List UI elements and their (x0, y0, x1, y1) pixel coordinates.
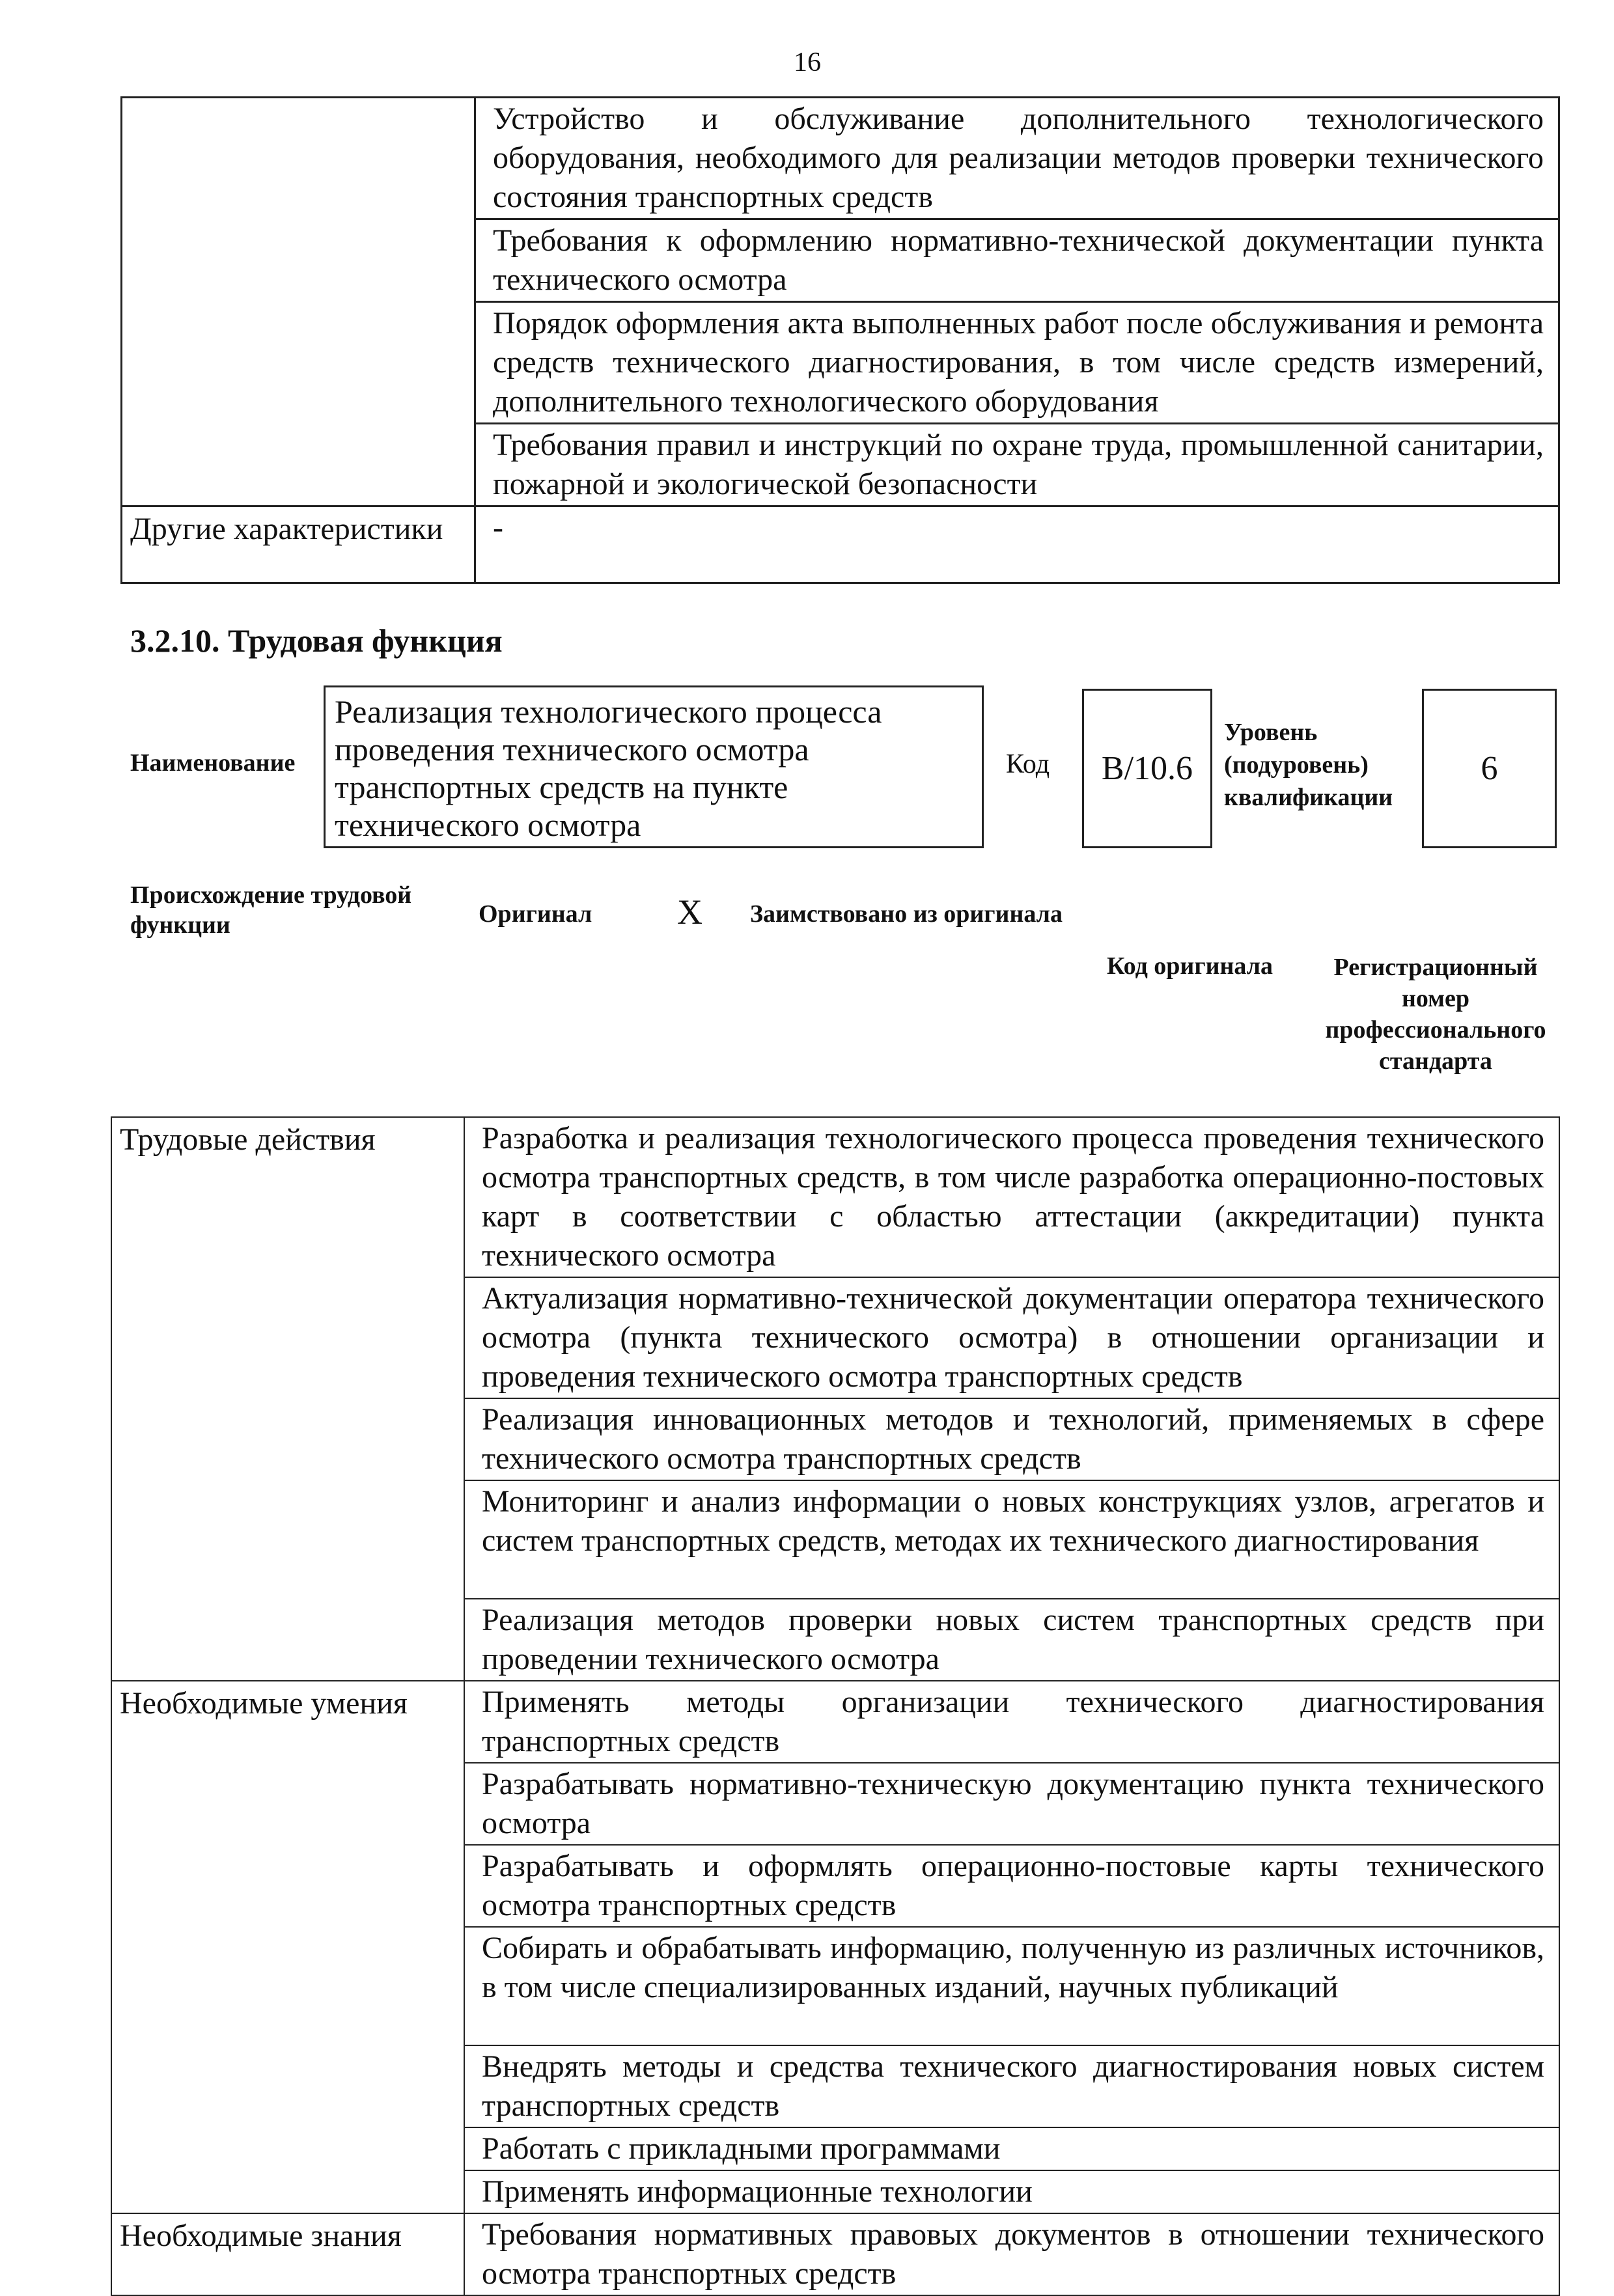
table-cell: Применять информационные технологии (464, 2170, 1559, 2213)
table-label-cell: Необходимые умения (111, 1681, 464, 2213)
table-cell: Требования правил и инструкций по охране труда, промышленной санитарии, пожарной и экологической безопасности (475, 424, 1559, 506)
function-code-box: B/10.6 (1082, 689, 1212, 848)
table-cell: Требования нормативных правовых документов в отношении технического осмотра транспортных средств (464, 2213, 1559, 2295)
table-cell: Применять методы организации технического диагностирования транспортных средств (464, 1681, 1559, 1763)
table-cell: Реализация инновационных методов и технологий, применяемых в сфере технического осмотра транспортных средств (464, 1398, 1559, 1480)
table-cell: Разработка и реализация технологического процесса проведения технического осмотра транспортных средств, в том числе разработка операционно-постовых карт в соответствии с областью аттестации (аккредитации) пункта технического осмотра (464, 1117, 1559, 1277)
level-value-box: 6 (1422, 689, 1557, 848)
original-mark: X (677, 892, 703, 932)
labor-function-table (111, 1116, 1560, 2296)
table-label-cell: Необходимые знания (111, 2213, 464, 2295)
knowledge-table-continued (120, 96, 1560, 584)
table-cell: Актуализация нормативно-технической документации оператора технического осмотра (пункта технического осмотра) в отношении организации и проведения технического осмотра транспортных средств (464, 1277, 1559, 1398)
table-cell: Требования к оформлению нормативно-технической документации пункта технического осмотра (475, 219, 1559, 302)
table-cell: Работать с прикладными программами (464, 2127, 1559, 2170)
table-cell: Устройство и обслуживание дополнительного технологического оборудования, необходимого для реализации методов проверки технического состояния транспортных средств (475, 98, 1559, 219)
table-cell: Разрабатывать нормативно-техническую документацию пункта технического осмотра (464, 1763, 1559, 1845)
table-cell: Собирать и обрабатывать информацию, полученную из различных источников, в том числе специализированных изданий, научных публикаций (464, 1927, 1559, 2045)
original-label: Оригинал (479, 900, 592, 928)
code-label: Код (1006, 749, 1050, 779)
table-cell: Порядок оформления акта выполненных работ после обслуживания и ремонта средств технического диагностирования, в том числе средств измерений, дополнительного технологического оборудования (475, 302, 1559, 424)
table-label-cell: Трудовые действия (111, 1117, 464, 1681)
table-cell: Внедрять методы и средства технического диагностирования новых систем транспортных средств (464, 2045, 1559, 2127)
function-name-box: Реализация технологического процесса проведения технического осмотра транспортных средств на пункте технического осмотра (324, 685, 984, 848)
table-cell: Разрабатывать и оформлять операционно-постовые карты технического осмотра транспортных средств (464, 1845, 1559, 1927)
section-heading: 3.2.10. Трудовая функция (130, 622, 503, 659)
reg-number-label: Регистрационный номер профессионального стандарта (1325, 954, 1546, 1075)
table-cell: Мониторинг и анализ информации о новых конструкциях узлов, агрегатов и систем транспортных средств, методах их технического диагностирования (464, 1480, 1559, 1599)
table-cell: Реализация методов проверки новых систем транспортных средств при проведении технического осмотра (464, 1599, 1559, 1681)
table-label-cell (122, 98, 475, 506)
origin-label: Происхождение трудовой функции (130, 881, 412, 939)
table-label-cell: Другие характеристики (122, 506, 475, 583)
original-code-label: Код оригинала (1107, 952, 1273, 980)
name-label: Наименование (130, 749, 296, 777)
level-label: Уровень (подуровень) квалификации (1224, 719, 1393, 811)
borrowed-label: Заимствовано из оригинала (750, 900, 1063, 928)
table-cell: - (475, 506, 1559, 583)
page-number: 16 (794, 48, 821, 77)
